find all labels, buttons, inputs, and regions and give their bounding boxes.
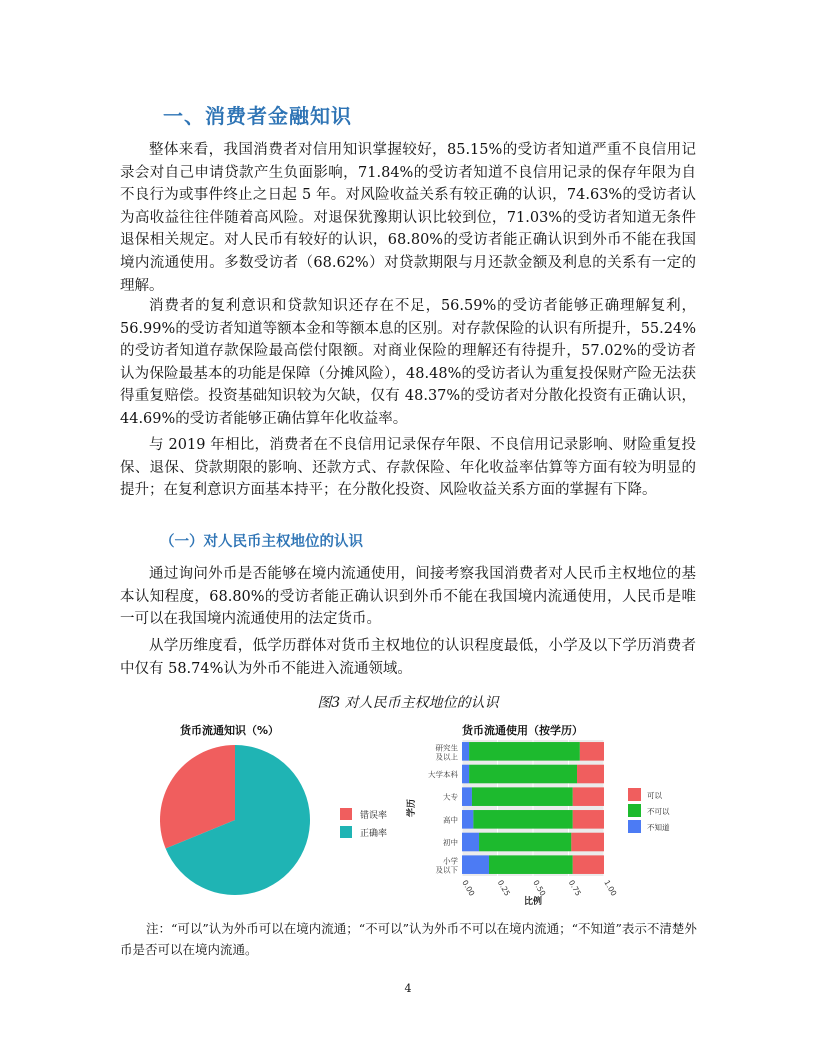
bar-legend-swatch [628, 804, 641, 817]
pie-chart-title: 货币流通知识（%） [180, 724, 280, 737]
pie-legend-swatch [340, 808, 352, 820]
bar-segment [469, 765, 577, 784]
category-label: 高中 [443, 815, 458, 825]
pie-chart [150, 740, 400, 900]
bar-segment [573, 787, 604, 806]
paragraph-rmb-status: 通过询问外币是否能够在境内流通使用，间接考察我国消费者对人民币主权地位的基本认知程度，68.80%的受访者能正确认识到外币不能在我国境内流通使用，人民币是唯一可以在我国境内流通使用的法定货币。 [120, 566, 696, 628]
bar-segment [472, 787, 573, 806]
bar-segment [462, 810, 473, 829]
category-label: 研究生及以上 [435, 743, 458, 762]
category-label: 初中 [443, 838, 458, 847]
x-tick-label: 0.00 [460, 878, 477, 898]
bar-segment [462, 787, 472, 806]
bar-segment [577, 765, 604, 784]
y-axis-title: 学历 [407, 798, 417, 818]
bar-segment [462, 742, 469, 761]
paragraph-overview: 整体来看，我国消费者对信用知识掌握较好，85.15%的受访者知道严重不良信用记录会对自己申请贷款产生负面影响，71.84%的受访者知道不良信用记录的保存年限为自不良行为或事件终止之日起 5 年。对风险收益关系有较正确的认识，74.63%的受访者认为高收益往往伴随着高风险。对退保犹豫期认识比较到位，71.03%的受访者知道无条件退保相关规定。对人民币有较好的认识，68.80%的受访者能正确认识到外币不能在我国境内流通使用。多数受访者（68.62%）对贷款期限与月还款金额及利息的关系有一定的理解。 [120, 142, 696, 294]
paragraph-shortcomings: 消费者的复利意识和贷款知识还存在不足，56.59%的受访者能够正确理解复利，56.99%的受访者知道等额本金和等额本息的区别。对存款保险的认识有所提升，55.24%的受访者知道存款保险最高偿付限额。对商业保险的理解还有待提升，57.02%的受访者认为保险最基本的功能是保障（分摊风险），48.48%的受访者认为重复投保财产险无法获得重复赔偿。投资基础知识较为欠缺，仅有 48.37%的受访者对分散化投资有正确认识，44.69%的受访者能够正确估算年化收益率。 [120, 298, 696, 427]
bar-segment [473, 810, 572, 829]
bar-legend-label: 不可以 [647, 807, 670, 816]
bar-segment [462, 765, 469, 784]
figure-note: 注：“可以”认为外币可以在境内流通；“不可以”认为外币不可以在境内流通；“不知道”表示不清楚外币是否可以在境内流通。 [120, 921, 697, 957]
page-number: 4 [404, 982, 412, 995]
bar-chart-title: 货币流通使用（按学历） [462, 724, 583, 737]
bar-segment [479, 833, 571, 852]
bar-segment [462, 855, 489, 874]
bar-segment [489, 855, 573, 874]
category-label: 小学及以下 [435, 856, 458, 875]
bar-segment [573, 855, 604, 874]
x-tick-label: 0.25 [495, 878, 512, 898]
pie-legend-label: 错误率 [360, 811, 388, 821]
bar-segment [462, 833, 479, 852]
bar-legend-label: 可以 [647, 791, 662, 800]
x-axis-title: 比例 [523, 897, 543, 907]
pie-legend-swatch [340, 826, 352, 838]
section-heading: 一、消费者金融知识 [163, 104, 352, 128]
stacked-bar-chart [400, 738, 690, 908]
paragraph-comparison: 与 2019 年相比，消费者在不良信用记录保存年限、不良信用记录影响、财险重复投保、退保、贷款期限的影响、还款方式、存款保险、年化收益率估算等方面有较为明显的提升；在复利意识方面基本持平；在分散化投资、风险收益关系方面的掌握有下降。 [120, 437, 696, 499]
bar-legend-swatch [628, 788, 641, 801]
pie-legend-label: 正确率 [360, 829, 388, 839]
category-label: 大专 [443, 792, 458, 802]
paragraph-education: 从学历维度看，低学历群体对货币主权地位的认识程度最低，小学及以下学历消费者中仅有 58.74%认为外币不能进入流通领域。 [120, 638, 696, 677]
bar-segment [571, 833, 604, 852]
x-tick-label: 1.00 [602, 878, 619, 898]
bar-legend-label: 不知道 [647, 823, 670, 832]
bar-legend-swatch [628, 820, 641, 833]
bar-segment [469, 742, 580, 761]
subsection-heading: （一）对人民币主权地位的认识 [160, 534, 363, 550]
figure-caption: 图3 对人民币主权地位的认识 [317, 695, 499, 711]
bar-segment [580, 742, 604, 761]
category-label: 大学本科 [428, 770, 458, 779]
bar-segment [573, 810, 604, 829]
x-tick-label: 0.50 [531, 878, 548, 898]
x-tick-label: 0.75 [566, 878, 583, 898]
